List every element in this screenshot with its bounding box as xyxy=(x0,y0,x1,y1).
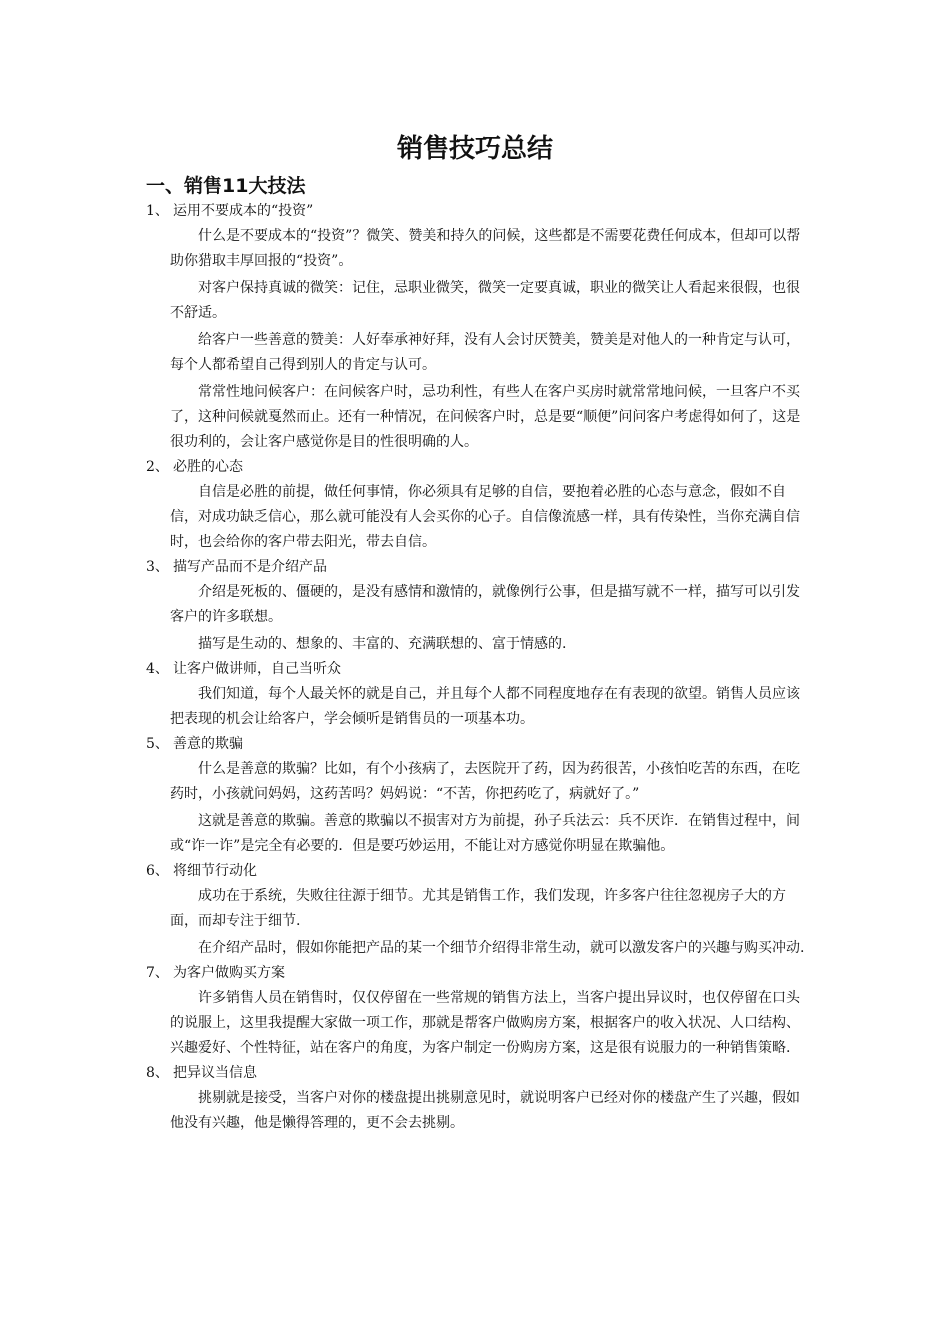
body-paragraph: 我们知道，每个人最关怀的就是自己，并且每个人都不同程度地存在有表现的欲望。销售人员应该把表现的机会让给客户，学会倾听是销售员的一项基本功。 xyxy=(170,686,800,727)
list-item-number: 2、 xyxy=(146,459,169,475)
list-item-number: 6、 xyxy=(146,863,169,879)
body-paragraph: 许多销售人员在销售时，仅仅停留在一些常规的销售方法上，当客户提出异议时，也仅停留在口头的说服上，这里我提醒大家做一项工作，那就是帮客户做购房方案，根据客户的收入状况、人口结构、兴趣爱好、个性特征，站在客户的角度，为客户制定一份购房方案，这是很有说服力的一种销售策略. xyxy=(170,990,800,1056)
list-item-title: 为客户做购买方案 xyxy=(173,965,285,981)
list-item-heading xyxy=(146,199,826,224)
list-item-heading xyxy=(146,657,826,682)
list-item-title: 运用不要成本的“投资” xyxy=(173,203,314,219)
list-item-heading xyxy=(146,732,826,757)
list-item-title: 善意的欺骗 xyxy=(173,736,243,752)
body-paragraph: 什么是善意的欺骗？比如，有个小孩病了，去医院开了药，因为药很苦，小孩怕吃苦的东西，在吃药时，小孩就问妈妈，这药苦吗？妈妈说：“不苦，你把药吃了，病就好了。” xyxy=(170,761,800,802)
section-heading: 一、销售11大技法 xyxy=(146,175,306,197)
body-paragraph: 在介绍产品时，假如你能把产品的某一个细节介绍得非常生动，就可以激发客户的兴趣与购买冲动. xyxy=(198,940,805,956)
body-paragraph: 挑剔就是接受，当客户对你的楼盘提出挑剔意见时，就说明客户已经对你的楼盘产生了兴趣，假如他没有兴趣，他是懒得答理的，更不会去挑剔。 xyxy=(170,1090,800,1131)
list-item-heading xyxy=(146,961,826,986)
body-paragraph: 常常性地问候客户：在问候客户时，忌功利性，有些人在客户买房时就常常地问候，一旦客户不买了，这种问候就戛然而止。还有一种情况，在问候客户时，总是要“顺便”问问客户考虑得如何了，这是很功利的，会让客户感觉你是目的性很明确的人。 xyxy=(170,384,801,450)
body-paragraph: 什么是不要成本的“投资”？微笑、赞美和持久的问候，这些都是不需要花费任何成本，但却可以帮助你猎取丰厚回报的“投资”。 xyxy=(170,228,801,269)
list-item-heading xyxy=(146,455,826,480)
list-item-title: 必胜的心态 xyxy=(173,459,243,475)
body-paragraph: 自信是必胜的前提，做任何事情，你必须具有足够的自信，要抱着必胜的心态与意念，假如不自信，对成功缺乏信心，那么就可能没有人会买你的心子。自信像流感一样，具有传染性，当你充满自信时，也会给你的客户带去阳光，带去自信。 xyxy=(170,484,800,550)
list-item-heading xyxy=(146,555,826,580)
list-item-heading xyxy=(146,859,826,884)
list-item-heading xyxy=(146,1061,826,1086)
list-item-number: 5、 xyxy=(146,736,169,752)
list-item-title: 把异议当信息 xyxy=(173,1065,257,1081)
body-paragraph: 这就是善意的欺骗。善意的欺骗以不损害对方为前提，孙子兵法云：兵不厌诈．在销售过程中，间或“诈一诈”是完全有必要的．但是要巧妙运用，不能让对方感觉你明显在欺骗他。 xyxy=(170,813,800,854)
body-paragraph: 给客户一些善意的赞美：人好奉承神好拜，没有人会讨厌赞美，赞美是对他人的一种肯定与认可，每个人都希望自己得到别人的肯定与认可。 xyxy=(170,332,800,373)
body-paragraph: 描写是生动的、想象的、丰富的、充满联想的、富于情感的. xyxy=(198,636,567,652)
document-body xyxy=(146,199,826,1136)
list-item-number: 7、 xyxy=(146,965,169,981)
list-item-title: 描写产品而不是介绍产品 xyxy=(173,559,327,575)
list-item-number: 3、 xyxy=(146,559,169,575)
body-paragraph: 对客户保持真诚的微笑：记住，忌职业微笑，微笑一定要真诚，职业的微笑让人看起来很假，也很不舒适。 xyxy=(170,280,800,321)
list-item-title: 将细节行动化 xyxy=(173,863,257,879)
list-item-title: 让客户做讲师，自己当听众 xyxy=(173,661,341,677)
list-item-number: 8、 xyxy=(146,1065,169,1081)
list-item-number: 4、 xyxy=(146,661,169,677)
body-paragraph: 成功在于系统，失败往往源于细节。尤其是销售工作，我们发现，许多客户往往忽视房子大的方面，而却专注于细节. xyxy=(170,888,786,929)
list-item-number: 1、 xyxy=(146,203,169,219)
body-paragraph: 介绍是死板的、僵硬的，是没有感情和激情的，就像例行公事，但是描写就不一样，描写可以引发客户的许多联想。 xyxy=(170,584,800,625)
document-title: 销售技巧总结 xyxy=(396,134,553,164)
